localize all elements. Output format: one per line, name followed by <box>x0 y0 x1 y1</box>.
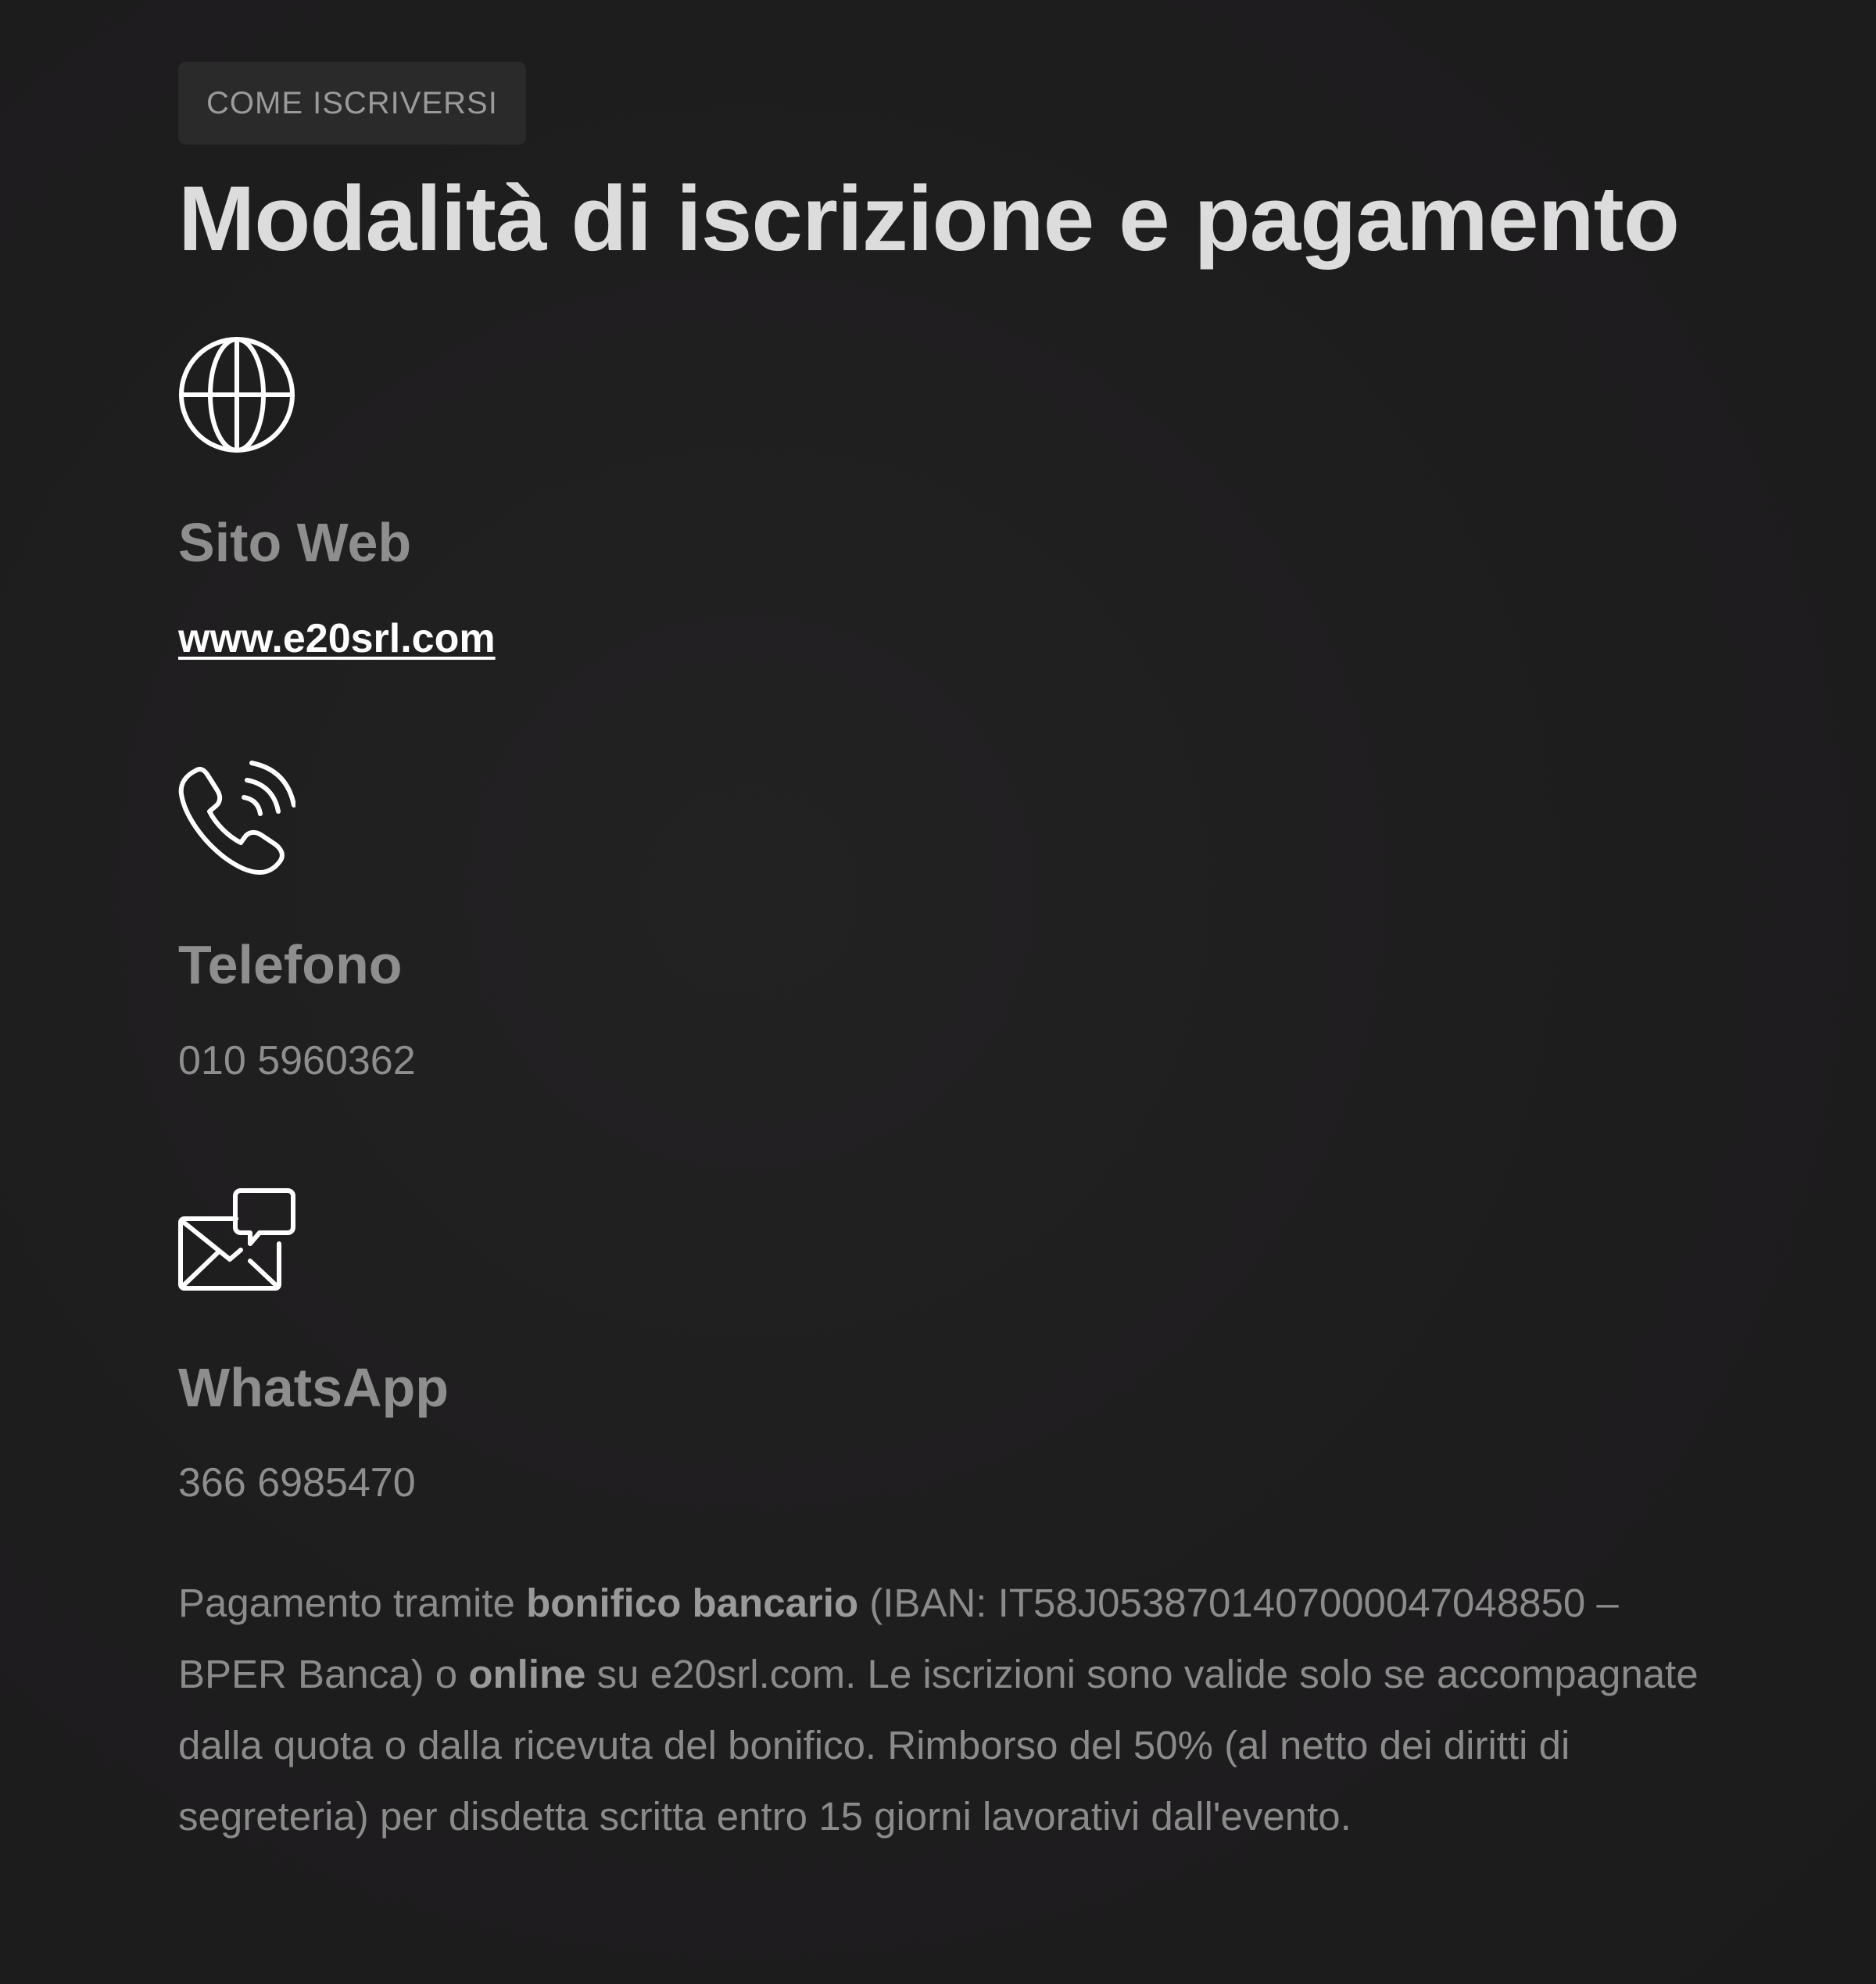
payment-bank-transfer-emphasis: bonifico bancario <box>526 1581 859 1625</box>
payment-text-part: (IBAN: IT58J0538701407000047048850 – BPER Banca) o <box>178 1581 1619 1696</box>
payment-online-emphasis: online <box>468 1652 586 1696</box>
payment-info-text <box>178 1567 1734 1852</box>
envelope-chat-icon <box>178 1184 295 1302</box>
section-title: Modalità di iscrizione e pagamento <box>178 167 1679 270</box>
method-title-whatsapp: WhatsApp <box>178 1357 449 1418</box>
method-title-phone: Telefono <box>178 934 403 995</box>
phone-ringing-icon <box>178 758 295 876</box>
phone-number[interactable]: 010 5960362 <box>178 1038 416 1083</box>
method-title-website: Sito Web <box>178 512 412 573</box>
payment-text-part: Pagamento tramite <box>178 1581 527 1625</box>
section-eyebrow-badge: COME ISCRIVERSI <box>178 62 526 145</box>
globe-icon <box>178 336 295 453</box>
whatsapp-number[interactable]: 366 6985470 <box>178 1460 416 1506</box>
payment-text-part: su e20srl.com. Le iscrizioni sono valide solo se accompagnate dalla quota o dalla ricevuta del bonifico. Rimborso del 50% (al netto dei diritti di segreteria) per disdetta scritta entro 15 giorni lavorativi dall'evento. <box>178 1652 1699 1839</box>
website-link[interactable]: www.e20srl.com <box>178 616 496 661</box>
